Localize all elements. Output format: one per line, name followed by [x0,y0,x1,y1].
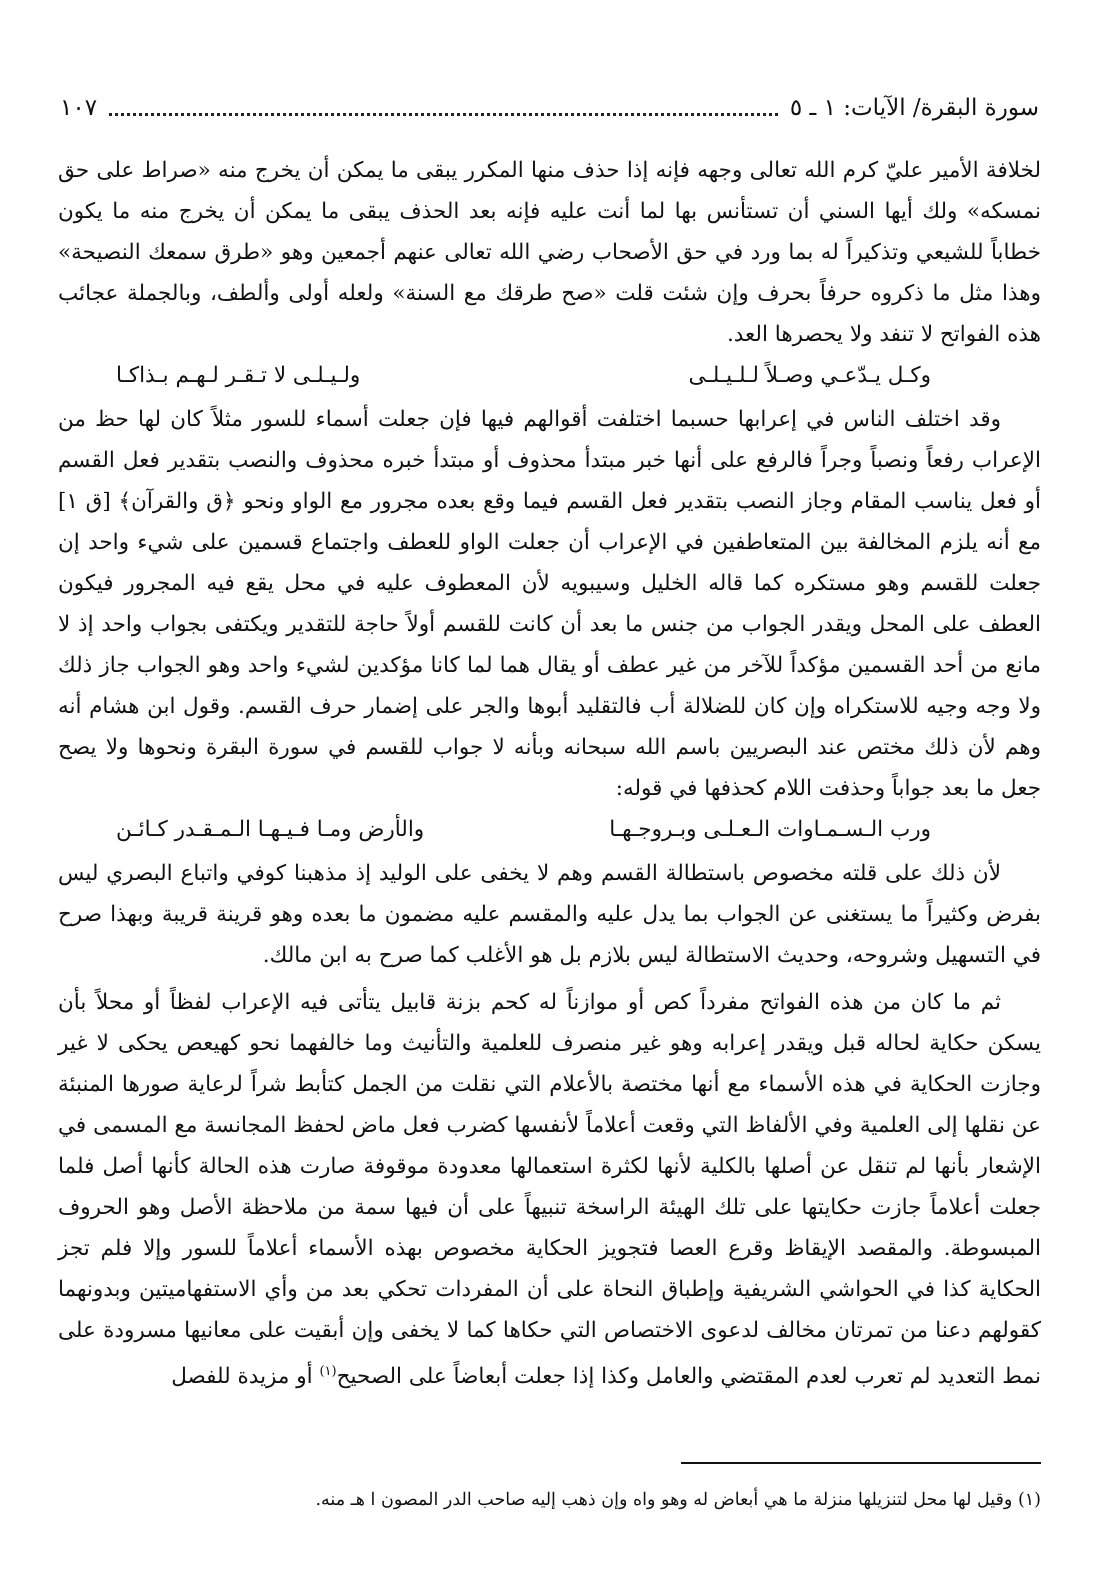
page-number: ١٠٧ [60,95,98,122]
verse-1-first-hemistich: وكـل يـدّعـي وصـلاً لـلـيـلـى [688,363,931,388]
verse-2-second-hemistich: والأرض ومـا فـيـهـا الـمـقـدر كـائـن [116,817,425,842]
footnote-reference: (١) [319,1364,337,1379]
paragraph-4-body: ثم ما كان من هذه الفواتح مفرداً كص أو موازناً له كحم بزنة قابيل يتأتى فيه الإعراب لفظاً أو محلاً بأن يسكن حكاية لحاله قبل ويقدر إعرابه وهو غير منصرف للعلمية والتأنيث وما خالفهما نحو كهيعص يحكى لا غير وجازت الحكاية في هذه الأسماء مع أنها مختصة بالأعلام التي نقلت من الجمل كتأبط شراً لرعاية صورها المنبئة عن نقلها إلى العلمية وفي الألفاظ التي وقعت أعلاماً لأنفسها كضرب فعل ماض لحفظ المجانسة مع المسمى في الإشعار بأنها لم تنقل عن أصلها بالكلية لأنها لكثرة استعمالها معدودة موقوفة صارت هذه الحالة كأنها أصل فلما جعلت أعلاماً جازت حكايتها على تلك الهيئة الراسخة تنبيهاً على أن فيها سمة من ملاحظة الأصل وهو الحروف المبسوطة. والمقصد الإيقاظ وقرع العصا فتجويز الحكاية مخصوص بهذه الأسماء أعلاماً للسور وإلا فلم تجز الحكاية كذا في الحواشي الشريفية وإطباق النحاة على أن المفردات تحكي بعد من وأي الاستفهاميتين وبدونهما كقولهم دعنا من تمرتان مخالف لدعوى الاختصاص التي حكاها كما لا يخفى وإن أبقيت على معانيها مسرودة على نمط التعديد لم تعرب لعدم المقتضي والعامل وكذا إذا جعلت أبعاضاً على الصحيح [58,990,1041,1390]
footnote [60,1488,1041,1513]
paragraph-3: لأن ذلك على قلته مخصوص باستطالة القسم وهم لا يخفى على الوليد إذ مذهبنا كوفي واتباع البصري ليس بفرض وكثيراً ما يستغنى عن الجواب بما يدل عليه والمقسم عليه مضمون ما بعده وهو قرينة قريبة وبهذا صرح في التسهيل وشروحه، وحديث الاستطالة ليس بلازم بل هو الأغلب كما صرح به ابن مالك. [58,861,1041,968]
page-body [58,150,1041,1397]
paragraph-1: لخلافة الأمير عليّ كرم الله تعالى وجهه فإنه إذا حذف منها المكرر يبقى ما يمكن أن يخرج منه «صراط على حق نمسكه» ولك أيها السني أن تستأنس بها لما أنت عليه فإنه بعد الحذف يبقى ما يمكن أن يخرج منه ما يكون خطاباً للشيعي وتذكيراً له بما ورد في حق الأصحاب رضي الله تعالى عنهم أجمعين وهو «طرق سمعك النصيحة» وهذا مثل ما ذكروه حرفاً بحرف وإن شئت قلت «صح طرقك مع السنة» ولعله أولى وألطف، وبالجملة عجائب هذه الفواتح لا تنفد ولا يحصرها العد. [58,158,1041,347]
footnote-text: وقيل لها محل لتنزيلها منزلة ما هي أبعاض له وهو واه وإن ذهب إليه صاحب الدر المصون ا هـ منه. [315,1490,1013,1510]
running-header [60,84,1039,124]
footnote-number: (١) [1017,1490,1041,1510]
paragraph-4-tail: أو مزيدة للفصل [171,1364,320,1390]
dot-leader [109,113,778,116]
paragraph-2: وقد اختلف الناس في إعرابها حسبما اختلفت أقوالهم فيها فإن جعلت أسماء للسور مثلاً كان لها حظ من الإعراب رفعاً ونصباً وجراً فالرفع على أنها خبر مبتدأ محذوف أو مبتدأ خبره محذوف والنصب بتقدير فعل القسم أو فعل يناسب المقام وجاز النصب بتقدير فعل القسم فيما وقع بعده مجرور مع الواو ونحو ﴿ق والقرآن﴾ [ق ١] مع أنه يلزم المخالفة بين المتعاطفين في الإعراب أن جعلت الواو للعطف واجتماع قسمين على شيء واحد إن جعلت للقسم وهو مستكره كما قاله الخليل وسيبويه لأن المعطوف عليه في محل يقع فيه المجرور فيكون العطف على المحل ويقدر الجواب من جنس ما بعد أن كانت للقسم أولاً حاجة للتقدير ويكتفى بجواب واحد إذ لا مانع من أحد القسمين مؤكداً للآخر من غير عطف أو يقال هما لما كانا مؤكدين لشيء واحد وهو الجواب جاز ذلك ولا وجه وجيه للاستكراه وإن كان للضلالة أب فالتقليد أبوها والجر على إضمار حرف القسم. وقول ابن هشام أنه وهم لأن ذلك مختص عند البصريين باسم الله سبحانه وبأنه لا جواب للقسم في سورة البقرة ونحوها ولا يصح جعل ما بعد جواباً وحذفت اللام كحذفها في قوله: [58,407,1041,801]
paragraph-4 [58,982,1041,1397]
verse-1 [58,355,1041,399]
footnote-separator [681,1462,1041,1464]
chapter-title: سورة البقرة/ الآيات: ١ ـ ٥ [789,95,1039,122]
verse-2-first-hemistich: ورب الـسـمـاوات الـعـلـى وبـروجـهـا [609,817,931,842]
verse-2 [58,809,1041,853]
verse-1-second-hemistich: ولـيـلـى لا تـقـر لـهـم بـذاكـا [116,363,361,388]
